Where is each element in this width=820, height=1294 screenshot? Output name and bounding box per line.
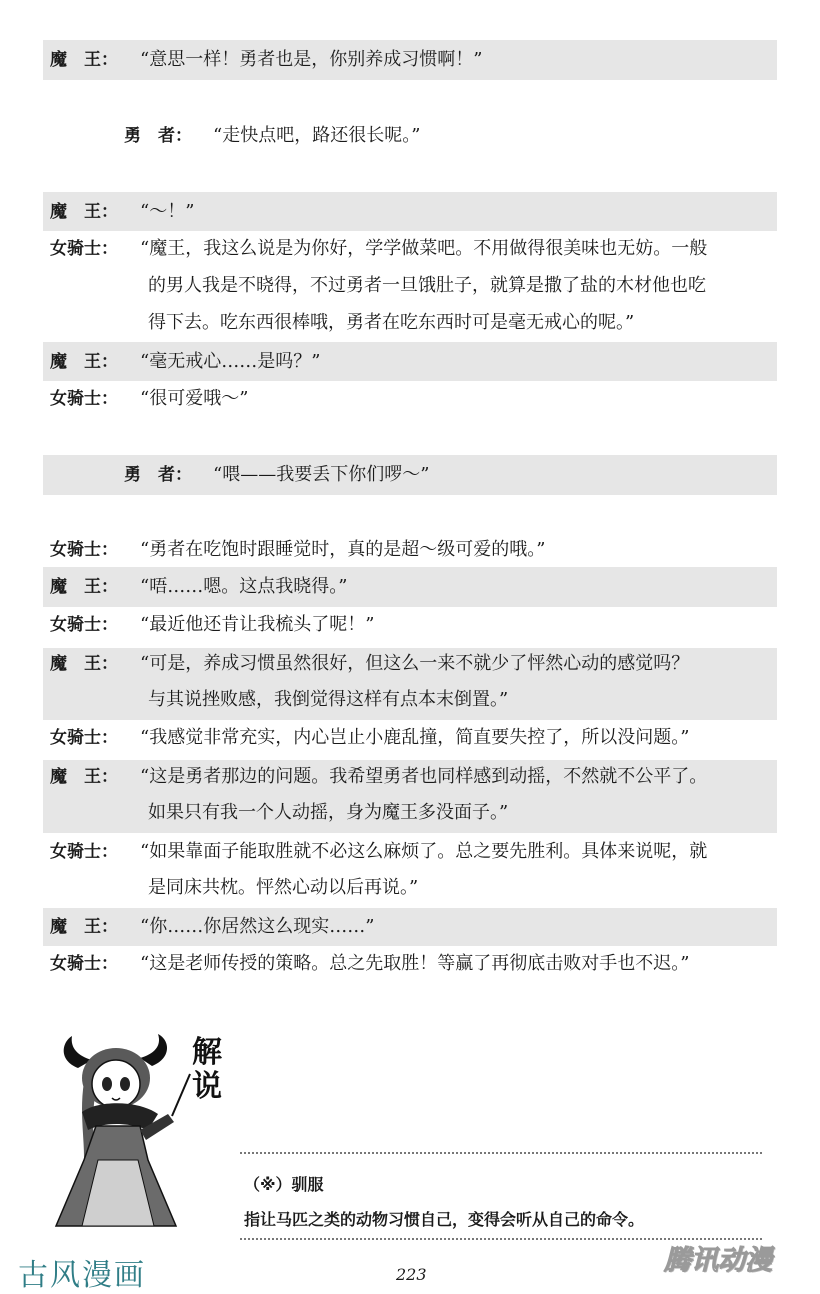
speaker-label: 女骑士： bbox=[50, 954, 118, 974]
speaker-label: 魔 王： bbox=[50, 50, 118, 70]
speaker-label: 魔 王： bbox=[50, 654, 118, 674]
speaker-label: 女骑士： bbox=[50, 389, 118, 409]
speaker-label: 女骑士： bbox=[50, 239, 118, 259]
speaker-label: 女骑士： bbox=[50, 540, 118, 560]
speaker-label: 女骑士： bbox=[50, 728, 118, 748]
commentary-badge: 解说 bbox=[192, 1035, 222, 1104]
dialogue-line: “这是老师传授的策略。总之先取胜！等赢了再彻底击败对手也不迟。” bbox=[140, 953, 690, 974]
dialogue-line: “你……你居然这么现实……” bbox=[140, 916, 375, 937]
dialogue-line: 与其说挫败感，我倒觉得这样有点本末倒置。” bbox=[148, 689, 509, 710]
note-top-divider bbox=[240, 1152, 762, 1154]
dialogue-line: 如果只有我一个人动摇，身为魔王多没面子。” bbox=[148, 802, 509, 823]
speaker-label: 魔 王： bbox=[50, 767, 118, 787]
speaker-label: 魔 王： bbox=[50, 202, 118, 222]
dialogue-line: 得下去。吃东西很棒哦，勇者在吃东西时可是毫无戒心的呢。” bbox=[148, 312, 635, 333]
dialogue-line: “最近他还肯让我梳头了呢！” bbox=[140, 614, 375, 635]
dialogue-line: “走快点吧，路还很长呢。” bbox=[213, 125, 421, 146]
watermark-right: 腾讯动漫 bbox=[664, 1245, 772, 1276]
speaker-label: 勇 者： bbox=[124, 126, 192, 146]
dialogue-line: “意思一样！勇者也是，你别养成习惯啊！” bbox=[140, 49, 483, 70]
commentary-mascot-illustration bbox=[48, 1030, 198, 1230]
speaker-label: 魔 王： bbox=[50, 917, 118, 937]
speaker-label: 魔 王： bbox=[50, 352, 118, 372]
dialogue-line: “如果靠面子能取胜就不必这么麻烦了。总之要先胜利。具体来说呢，就 bbox=[140, 841, 708, 862]
page-number: 223 bbox=[396, 1265, 427, 1284]
speaker-label: 勇 者： bbox=[124, 465, 192, 485]
dialogue-line: 的男人我是不晓得，不过勇者一旦饿肚子，就算是撒了盐的木材他也吃 bbox=[148, 275, 706, 296]
dialogue-line: “唔……嗯。这点我晓得。” bbox=[140, 576, 348, 597]
dialogue-line: “可是，养成习惯虽然很好，但这么一来不就少了怦然心动的感觉吗？ bbox=[140, 653, 690, 674]
speaker-label: 女骑士： bbox=[50, 615, 118, 635]
watermark-left: 古风漫画 bbox=[18, 1258, 146, 1293]
dialogue-line: “勇者在吃饱时跟睡觉时，真的是超～级可爱的哦。” bbox=[140, 539, 546, 560]
dialogue-line: “很可爱哦～” bbox=[140, 388, 249, 409]
note-term: （※）驯服 bbox=[244, 1175, 324, 1194]
speaker-label: 魔 王： bbox=[50, 577, 118, 597]
dialogue-line: “喂——我要丢下你们啰～” bbox=[213, 464, 430, 485]
dialogue-line: “魔王，我这么说是为你好，学学做菜吧。不用做得很美味也无妨。一般 bbox=[140, 238, 708, 259]
dialogue-line: “毫无戒心……是吗？” bbox=[140, 351, 321, 372]
dialogue-line: 是同床共枕。怦然心动以后再说。” bbox=[148, 877, 419, 898]
speaker-label: 女骑士： bbox=[50, 842, 118, 862]
dialogue-line: “这是勇者那边的问题。我希望勇者也同样感到动摇，不然就不公平了。 bbox=[140, 766, 708, 787]
dialogue-line: “我感觉非常充实，内心岂止小鹿乱撞，简直要失控了，所以没问题。” bbox=[140, 727, 690, 748]
dialogue-line: “～！” bbox=[140, 201, 195, 222]
note-definition: 指让马匹之类的动物习惯自己，变得会听从自己的命令。 bbox=[244, 1210, 645, 1229]
